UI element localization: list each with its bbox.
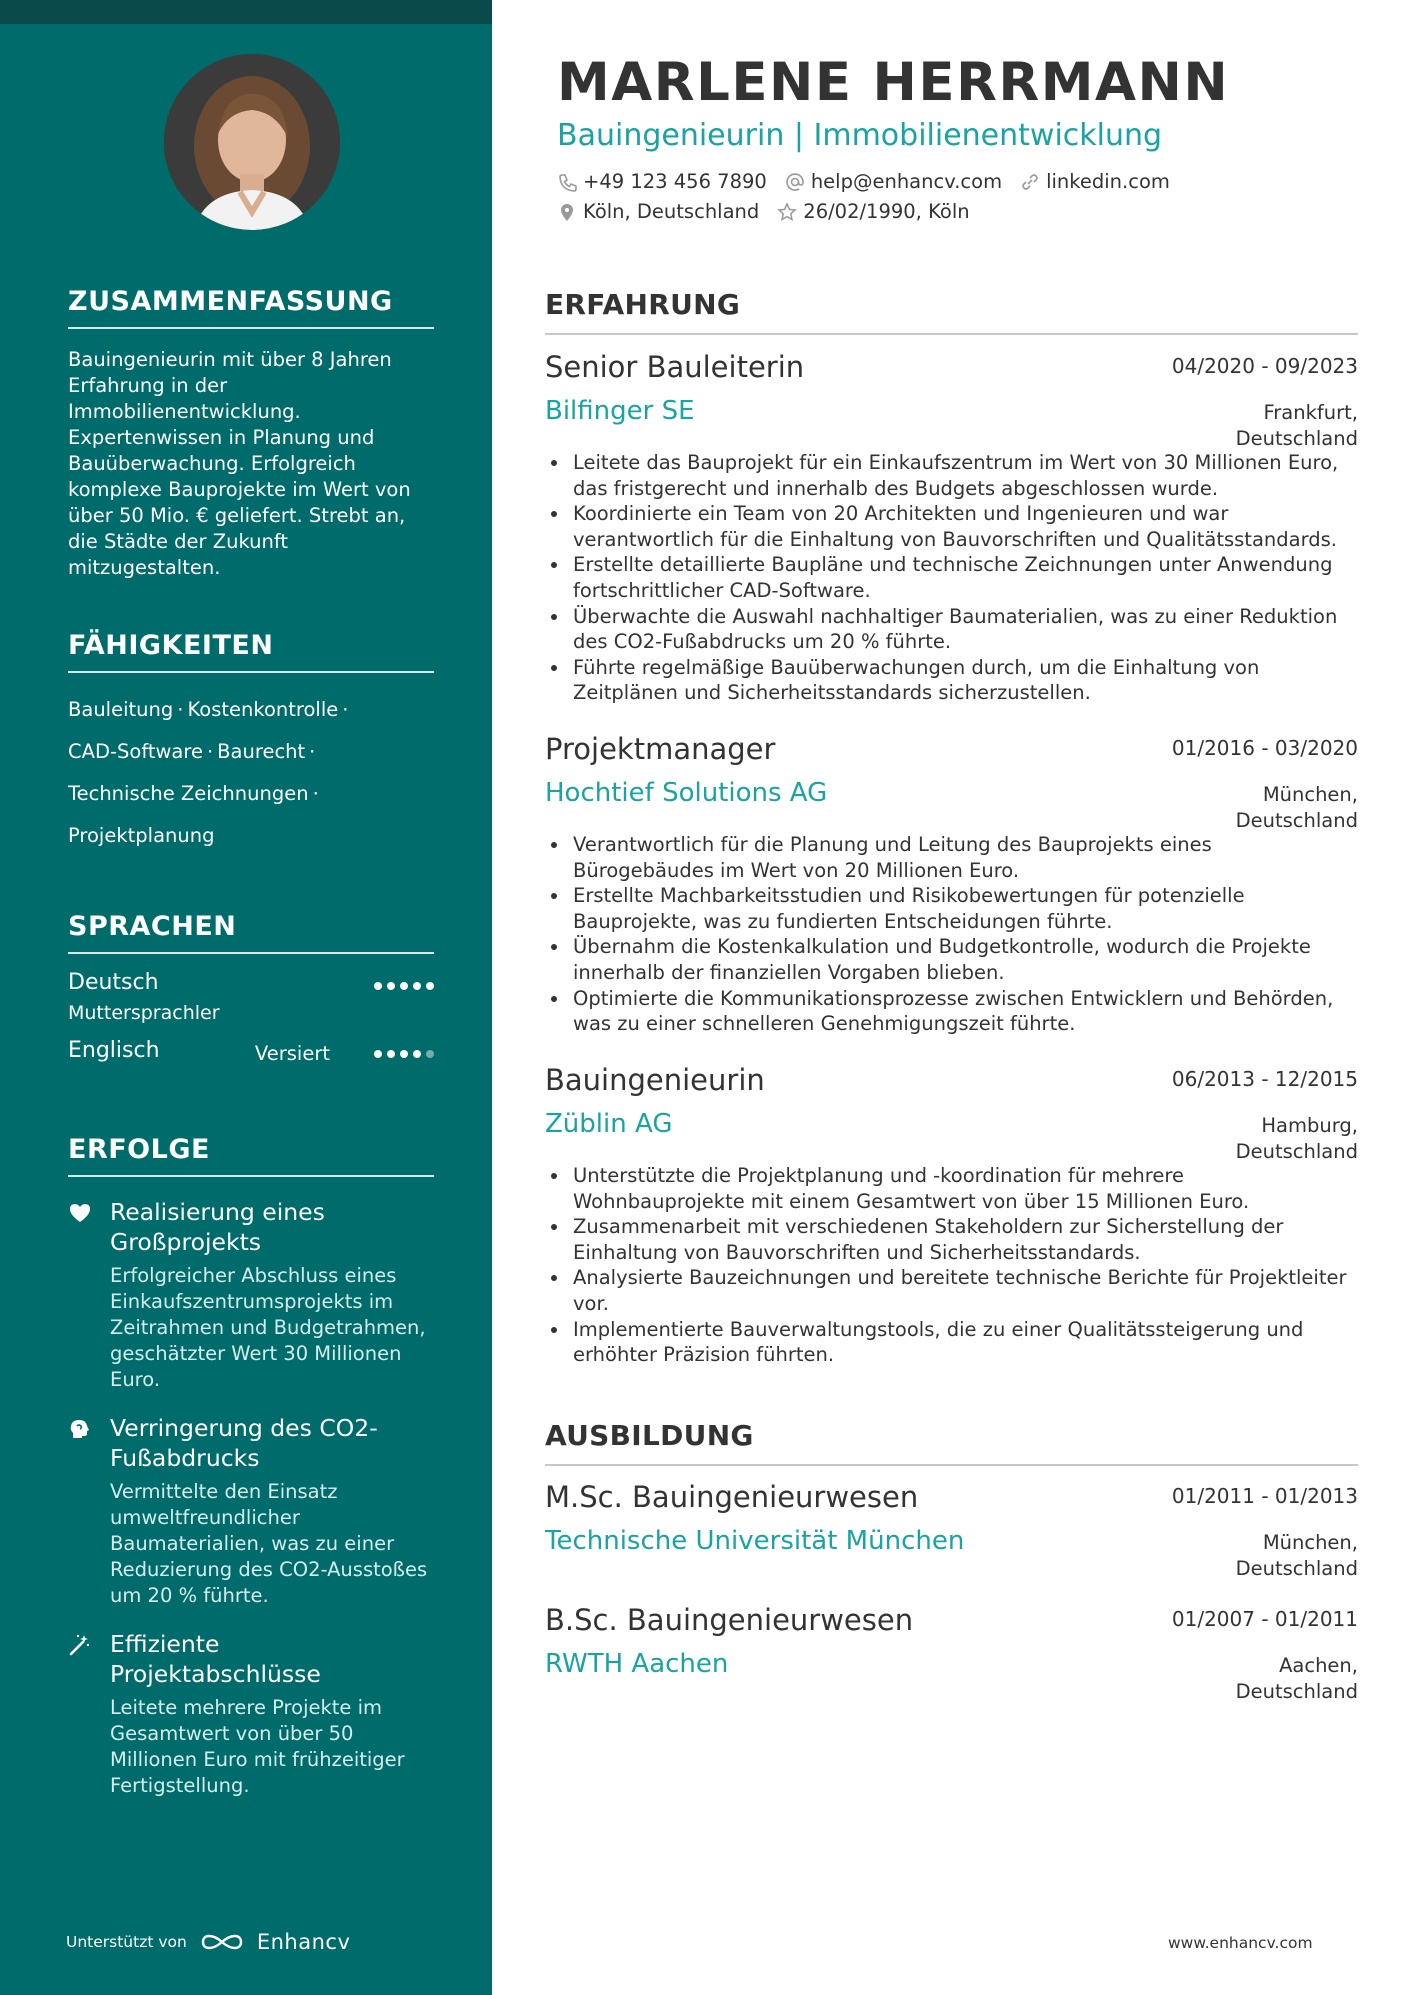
job-bullet: Unterstützte die Projektplanung und -koordination für mehrere Wohnbauprojekte mit einem Gesamtwert von über 15 Millionen Euro. [545,1163,1358,1214]
language-name: Deutsch [68,970,159,995]
job-bullet: Übernahm die Kostenkalkulation und Budgetkontrolle, wodurch die Projekte innerhalb der finanziellen Vorgaben blieben. [545,934,1358,985]
location-line: Deutschland [1235,427,1358,450]
location-line: Deutschland [1235,809,1358,832]
education-entry [545,1603,1358,1703]
location-line: Deutschland [1235,1140,1358,1163]
achievement-desc: Vermittelte den Einsatz umweltfreundlicher Baumaterialien, was zu einer Reduzierung des CO2-Ausstoßes um 20 % führte. [110,1480,428,1607]
job-bullet: Leitete das Bauprojekt für ein Einkaufszentrum im Wert von 30 Millionen Euro, das fristgerecht und innerhalb des Budgets abgeschlossen wurde. [545,450,1358,501]
rating-dot [426,982,434,990]
job-location [1236,782,1358,834]
rating-dot [413,1050,421,1058]
languages-list [68,970,434,1106]
job-bullets [545,450,1358,706]
degree-title: M.Sc. Bauingenieurwesen [545,1480,919,1514]
skill-item: Bauleitung [68,698,174,721]
education-dates: 01/2011 - 01/2013 [1171,1484,1358,1508]
achievement-desc: Erfolgreicher Abschluss eines Einkaufszentrumsprojekts im Zeitrahmen und Budgetrahmen, geschätzter Wert 30 Millionen Euro. [110,1264,426,1391]
education-title: AUSBILDUNG [545,1419,1358,1466]
job-bullet: Implementierte Bauverwaltungstools, die zu einer Qualitätssteigerung und erhöhter Präzision führten. [545,1317,1358,1368]
contact-text: Köln, Deutschland [583,200,760,223]
company-name[interactable]: Hochtief Solutions AG [545,778,828,808]
summary-title: ZUSAMMENFASSUNG [68,286,434,329]
language-row [68,970,434,1038]
magic-wand-icon [68,1633,92,1657]
contact-row-2 [557,200,988,223]
skill-item: Baurecht [217,740,306,763]
contact-text: 26/02/1990, Köln [803,200,970,223]
job-bullet: Koordinierte ein Team von 20 Architekten und Ingenieuren und war verantwortlich für die Einhaltung von Bauvorschriften und Qualitätsstandards. [545,501,1358,552]
enhancv-logo-icon [199,1930,245,1954]
avatar [164,54,340,230]
experience-entry [545,1063,1358,1368]
powered-by [66,1930,350,1954]
phone-icon [557,172,577,192]
job-bullet: Überwachte die Auswahl nachhaltiger Baumaterialien, was zu einer Reduktion des CO2-Fußabdrucks um 20 % führte. [545,604,1358,655]
job-location [1236,400,1358,452]
sidebar [0,0,492,1995]
candidate-headline: Bauingenieurin | Immobilienentwicklung [557,118,1163,153]
summary-text: Bauingenieurin mit über 8 Jahren Erfahrung in der Immobilienentwicklung. Expertenwissen in Planung und Bauüberwachung. Erfolgreich komplexe Bauprojekte im Wert von über 50 Mio. € geliefert. Strebt an, die Städte der Zukunft mitzugestalten. [68,348,411,579]
star-icon [777,202,797,222]
location-line: Deutschland [1235,1680,1358,1703]
company-name[interactable]: Bilfinger SE [545,396,695,426]
languages-section [68,911,434,1106]
job-dates: 01/2016 - 03/2020 [1171,736,1358,760]
achievement-item [68,1413,434,1609]
rating-dot [387,1050,395,1058]
contact-text: +49 123 456 7890 [583,170,767,193]
summary-section [68,286,434,581]
achievement-item [68,1197,434,1393]
job-bullet: Zusammenarbeit mit verschiedenen Stakeholdern zur Sicherstellung der Einhaltung von Bauvorschriften und Sicherheitsstandards. [545,1214,1358,1265]
location-line: Aachen, [1279,1654,1358,1677]
language-rating [374,982,434,990]
rating-dot [400,1050,408,1058]
avatar-portrait-icon [164,54,340,230]
contact-item[interactable] [785,170,1002,193]
skill-item: Technische Zeichnungen [68,782,309,805]
candidate-name: MARLENE HERRMANN [557,52,1230,113]
rating-dot [426,1050,434,1058]
skills-list [68,689,434,857]
contact-item[interactable] [1020,170,1170,193]
contact-row-1 [557,170,1188,193]
rating-dot [374,982,382,990]
achievement-title: Verringerung des CO2-Fußabdrucks [110,1414,378,1472]
skill-item: CAD-Software [68,740,203,763]
job-title: Projektmanager [545,732,776,766]
link-icon [1020,172,1040,192]
language-name: Englisch [68,1038,160,1063]
job-dates: 04/2020 - 09/2023 [1171,354,1358,378]
heart-icon [68,1201,92,1225]
brain-head-icon [68,1417,92,1441]
experience-title: ERFAHRUNG [545,288,1358,335]
skill-line [68,731,434,773]
skill-separator: · [312,782,319,805]
experience-entry [545,350,1358,706]
skill-separator: · [309,740,316,763]
job-bullet: Führte regelmäßige Bauüberwachungen durch, um die Einhaltung von Zeitplänen und Sicherheitsstandards sicherzustellen. [545,655,1358,706]
skill-line [68,689,434,731]
at-icon [785,172,805,192]
contact-item[interactable] [777,200,969,223]
school-name[interactable]: Technische Universität München [545,1526,965,1556]
experience-entry [545,732,1358,1037]
rating-dot [400,982,408,990]
achievement-desc: Leitete mehrere Projekte im Gesamtwert von über 50 Millionen Euro mit frühzeitiger Fertigstellung. [110,1696,405,1797]
job-location [1236,1113,1358,1165]
skill-item: Kostenkontrolle [187,698,339,721]
contact-text: linkedin.com [1046,170,1170,193]
skills-section [68,630,434,857]
skills-title: FÄHIGKEITEN [68,630,434,673]
location-line: München, [1262,783,1358,806]
job-dates: 06/2013 - 12/2015 [1171,1067,1358,1091]
skill-separator: · [177,698,184,721]
language-rating [374,1050,434,1058]
languages-title: SPRACHEN [68,911,434,954]
degree-title: B.Sc. Bauingenieurwesen [545,1603,914,1637]
location-line: Hamburg, [1261,1114,1358,1137]
powered-brand: Enhancv [256,1930,351,1954]
achievements-list [68,1197,434,1799]
education-dates: 01/2007 - 01/2011 [1171,1607,1358,1631]
location-pin-icon [557,202,577,222]
rating-dot [387,982,395,990]
achievements-section [68,1134,434,1799]
education-location [1236,1653,1358,1705]
language-level: Versiert [254,1042,330,1065]
achievement-item [68,1629,434,1799]
job-title: Senior Bauleiterin [545,350,805,384]
job-title: Bauingenieurin [545,1063,765,1097]
rating-dot [413,982,421,990]
contact-text: help@enhancv.com [810,170,1003,193]
education-location [1236,1530,1358,1582]
achievements-title: ERFOLGE [68,1134,434,1177]
language-sub: Muttersprachler [68,1002,220,1024]
job-bullet: Erstellte Machbarkeitsstudien und Risikobewertungen für potenzielle Bauprojekte, was zu fundierten Entscheidungen führte. [545,883,1358,934]
location-line: Frankfurt, [1263,401,1358,424]
rating-dot [374,1050,382,1058]
job-bullet: Verantwortlich für die Planung und Leitung des Bauprojekts eines Bürogebäudes im Wert von 20 Millionen Euro. [545,832,1358,883]
location-line: München, [1262,1531,1358,1554]
skill-item: Projektplanung [68,824,215,847]
achievement-title: Effiziente Projektabschlüsse [110,1630,321,1688]
job-bullet: Analysierte Bauzeichnungen und bereitete technische Berichte für Projektleiter vor. [545,1265,1358,1316]
job-bullets [545,1163,1358,1368]
job-bullet: Optimierte die Kommunikationsprozesse zwischen Entwicklern und Behörden, was zu einer schnelleren Genehmigungszeit führte. [545,986,1358,1037]
company-name[interactable]: Züblin AG [545,1109,673,1139]
education-entry [545,1480,1358,1580]
footer-url[interactable]: www.enhancv.com [1168,1934,1313,1952]
skill-separator: · [342,698,349,721]
language-row [68,1038,434,1106]
school-name[interactable]: RWTH Aachen [545,1649,729,1679]
achievement-title: Realisierung eines Großprojekts [110,1198,325,1256]
location-line: Deutschland [1235,1557,1358,1580]
contact-item[interactable] [557,200,759,223]
skill-line [68,773,434,815]
sidebar-top-bar [0,0,492,24]
job-bullets [545,832,1358,1037]
contact-item[interactable] [557,170,767,193]
skill-line [68,815,434,857]
powered-label: Unterstützt von [66,1933,187,1951]
job-bullet: Erstellte detaillierte Baupläne und technische Zeichnungen unter Anwendung fortschrittlicher CAD-Software. [545,552,1358,603]
skill-separator: · [206,740,214,763]
